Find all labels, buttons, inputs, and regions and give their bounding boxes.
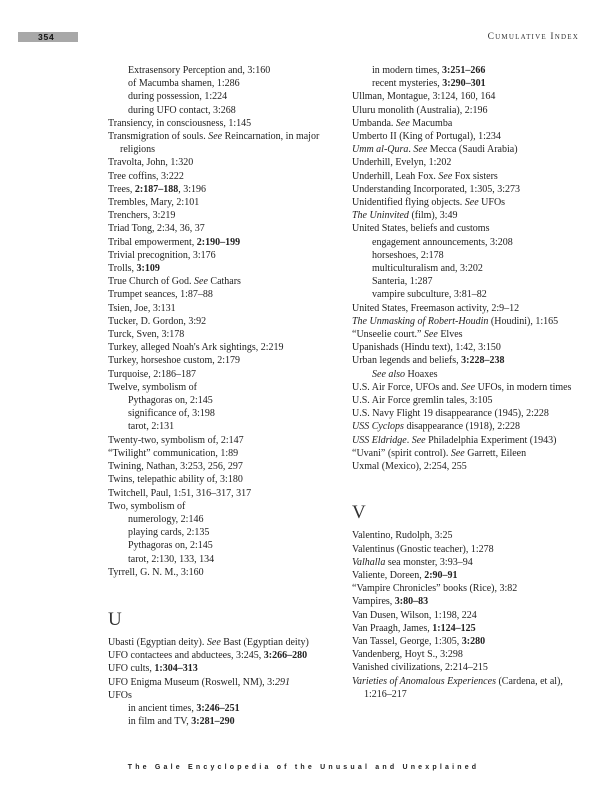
- index-subentry: multiculturalism and, 3:202: [372, 263, 483, 275]
- index-entry: UFO Enigma Museum (Roswell, NM), 3:291: [108, 676, 290, 688]
- index-entry: Underhill, Evelyn, 1:202: [352, 157, 452, 169]
- index-subentry: Santeria, 1:287: [372, 276, 433, 288]
- index-entry: Valiente, Doreen, 2:90–91: [352, 569, 458, 581]
- index-entry: Two, symbolism of: [108, 500, 186, 512]
- index-subentry: Pythagoras on, 2:145: [128, 395, 213, 407]
- index-column-right: [352, 64, 574, 701]
- index-entry: U.S. Air Force gremlin tales, 3:105: [352, 395, 493, 407]
- index-entry: USS Cyclops disappearance (1918), 2:228: [352, 421, 521, 433]
- index-subentry: in modern times, 3:251–266: [372, 65, 486, 76]
- index-entry: Triad Tong, 2:34, 36, 37: [108, 223, 205, 235]
- index-entry: Tsien, Joe, 3:131: [108, 302, 176, 314]
- index-entry: Turquoise, 2:186–187: [108, 368, 196, 380]
- index-entry: Ullman, Montague, 3:124, 160, 164: [352, 91, 496, 103]
- index-entry: Trees, 2:187–188, 3:196: [108, 183, 206, 195]
- index-subentry: of Macumba shamen, 1:286: [128, 78, 240, 90]
- index-subentry: playing cards, 2:135: [128, 527, 210, 539]
- index-entry: Twining, Nathan, 3:253, 256, 297: [108, 461, 243, 473]
- index-entry: Ubasti (Egyptian deity). See Bast (Egyptian deity): [108, 636, 309, 648]
- index-entry: Understanding Incorporated, 1:305, 3:273: [352, 183, 521, 195]
- index-subentry: in ancient times, 3:246–251: [128, 702, 240, 714]
- index-entry: UFOs: [108, 689, 132, 701]
- index-entry: “Twilight” communication, 1:89: [108, 447, 239, 459]
- index-entry: Twins, telepathic ability of, 3:180: [108, 474, 243, 486]
- page-number: 354: [38, 32, 55, 42]
- index-entry: Tucker, D. Gordon, 3:92: [108, 315, 207, 327]
- index-entry: United States, Freemason activity, 2:9–12: [352, 302, 520, 314]
- index-entry: Urban legends and beliefs, 3:228–238: [352, 355, 505, 367]
- index-entry: Trivial precognition, 3:176: [108, 249, 216, 261]
- index-subentry: tarot, 2:130, 133, 134: [128, 553, 215, 565]
- entries-v: [352, 529, 574, 701]
- index-subentry: Extrasensory Perception and, 3:160: [128, 65, 271, 76]
- index-entry: UFO cults, 1:304–313: [108, 663, 198, 675]
- index-subentry: tarot, 2:131: [128, 421, 175, 433]
- index-entry: Umberto II (King of Portugal), 1:234: [352, 131, 501, 143]
- entries-right: [352, 64, 574, 473]
- index-entry: Van Praagh, James, 1:124–125: [352, 622, 476, 634]
- index-entry: U.S. Air Force, UFOs and. See UFOs, in modern times: [352, 381, 572, 393]
- index-entry: Uluru monolith (Australia), 2:196: [352, 104, 488, 116]
- index-entry: Turkey, horseshoe custom, 2:179: [108, 355, 241, 367]
- index-entry: Trolls, 3:109: [108, 263, 160, 275]
- index-entry: “Unseelie court.” See Elves: [352, 329, 463, 341]
- index-entry: Tyrrell, G. N. M., 3:160: [108, 566, 204, 578]
- index-subentry: in film and TV, 3:281–290: [128, 716, 235, 728]
- index-entry: Valentinus (Gnostic teacher), 1:278: [352, 543, 494, 555]
- entries-u: [108, 636, 348, 728]
- index-entry: Transiency, in consciousness, 1:145: [108, 117, 252, 129]
- index-entry: “Vampire Chronicles” books (Rice), 3:82: [352, 583, 518, 595]
- index-entry: Varieties of Anomalous Experiences (Cardena, et al), 1:216–217: [352, 675, 563, 700]
- index-entry: USS Eldridge. See Philadelphia Experiment (1943): [352, 434, 557, 446]
- index-entry: Trembles, Mary, 2:101: [108, 197, 200, 209]
- page-footer: The Gale Encyclopedia of the Unusual and Unexplained: [127, 764, 480, 771]
- index-entry: The Unmasking of Robert-Houdin (Houdini), 1:165: [352, 315, 559, 327]
- index-subentry: numerology, 2:146: [128, 513, 204, 525]
- index-entry: Travolta, John, 1:320: [108, 157, 194, 169]
- index-entry: Tribal empowerment, 2:190–199: [108, 236, 241, 248]
- index-column-left: [108, 64, 348, 728]
- index-entry: Tree coffins, 3:222: [108, 170, 184, 182]
- index-entry: Uxmal (Mexico), 2:254, 255: [352, 461, 467, 473]
- index-subentry: during possession, 1:224: [128, 91, 228, 103]
- index-entry: Trumpet seances, 1:87–88: [108, 289, 213, 301]
- page-header: [0, 30, 607, 44]
- index-entry: Upanishads (Hindu text), 1:42, 3:150: [352, 342, 501, 354]
- section-letter-u: U: [108, 608, 122, 630]
- index-entry: Vandenberg, Hoyt S., 3:298: [352, 649, 463, 661]
- index-subentry: engagement announcements, 3:208: [372, 236, 513, 248]
- entries-left: [108, 64, 348, 579]
- index-entry: Van Tassel, George, 1:305, 3:280: [352, 635, 486, 647]
- index-subentry: significance of, 3:198: [128, 408, 215, 420]
- running-title: Cumulative Index: [487, 32, 579, 42]
- index-entry: “Uvani” (spirit control). See Garrett, Eileen: [352, 447, 527, 459]
- index-entry: United States, beliefs and customs: [352, 223, 490, 235]
- index-entry: Transmigration of souls. See Reincarnation, in major religions: [108, 131, 320, 156]
- index-entry: Twitchell, Paul, 1:51, 316–317, 317: [108, 487, 252, 499]
- index-subentry: horseshoes, 2:178: [372, 249, 444, 261]
- index-entry: Umm al-Qura. See Mecca (Saudi Arabia): [352, 144, 518, 156]
- index-entry: Trenchers, 3:219: [108, 210, 176, 222]
- index-entry: Underhill, Leah Fox. See Fox sisters: [352, 170, 498, 182]
- index-subentry: See also Hoaxes: [372, 368, 438, 380]
- index-entry: UFO contactees and abductees, 3:245, 3:266–280: [108, 650, 308, 662]
- index-subentry: vampire subculture, 3:81–82: [372, 289, 487, 301]
- index-entry: Unidentified flying objects. See UFOs: [352, 197, 506, 209]
- index-subentry: during UFO contact, 3:268: [128, 104, 236, 116]
- index-entry: Twelve, symbolism of: [108, 381, 198, 393]
- index-entry: Twenty-two, symbolism of, 2:147: [108, 434, 244, 446]
- index-entry: Vanished civilizations, 2:214–215: [352, 662, 488, 674]
- index-entry: Turkey, alleged Noah's Ark sightings, 2:219: [108, 342, 284, 354]
- index-entry: True Church of God. See Cathars: [108, 276, 241, 288]
- index-entry: Turck, Sven, 3:178: [108, 329, 185, 341]
- index-entry: Vampires, 3:80–83: [352, 596, 429, 608]
- index-entry: U.S. Navy Flight 19 disappearance (1945), 2:228: [352, 408, 549, 420]
- index-entry: Umbanda. See Macumba: [352, 117, 453, 129]
- section-letter-v: V: [352, 502, 366, 524]
- index-subentry: recent mysteries, 3:290–301: [372, 78, 486, 90]
- index-subentry: Pythagoras on, 2:145: [128, 540, 213, 552]
- index-entry: Valentino, Rudolph, 3:25: [352, 530, 453, 542]
- index-entry: Valhalla sea monster, 3:93–94: [352, 556, 473, 568]
- index-entry: The Uninvited (film), 3:49: [352, 210, 458, 222]
- index-entry: Van Dusen, Wilson, 1:198, 224: [352, 609, 477, 621]
